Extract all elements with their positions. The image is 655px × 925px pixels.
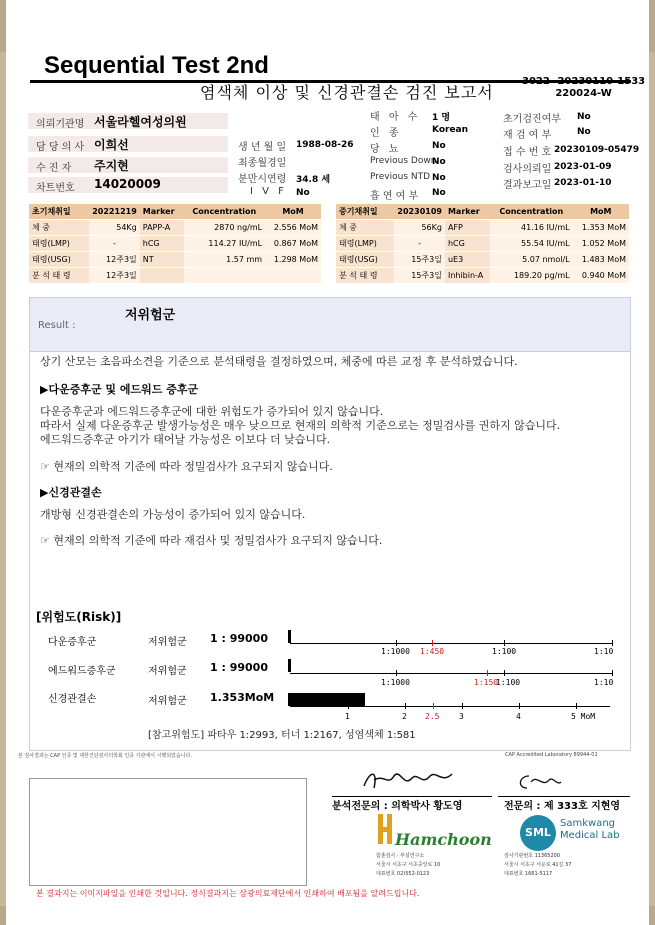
axis-down	[290, 643, 613, 644]
table-cell: Inhibin-A	[445, 268, 490, 284]
result-value: 저위험군	[125, 308, 176, 323]
table-cell: 55.54 IU/mL	[490, 236, 573, 252]
retest-value: No	[577, 127, 591, 137]
cap-number: CAP Accredited Laboratory 89944-01	[505, 752, 598, 758]
tick-edwards-150	[487, 670, 488, 676]
tick-label: 2.5	[425, 712, 440, 721]
document-number-line2: 220024-W	[555, 88, 612, 99]
tick-down-1000	[396, 640, 397, 646]
table-cell: 41.16 IU/mL	[490, 220, 573, 236]
down-edwards-text-2: 따라서 실제 다운증후군 발생가능성은 매우 낮으므로 현재의 의학적 기준으로는 정밀검사를 권하지 않습니다.	[40, 419, 561, 432]
table-cell: 분 석 태 령	[29, 268, 89, 284]
smoking-value: No	[432, 188, 446, 198]
table-cell: 2.556 MoM	[265, 220, 321, 236]
risk-marker-down	[288, 630, 291, 643]
table-cell: 태령(USG)	[29, 252, 89, 268]
memo-box	[29, 778, 307, 886]
first-test-label: 초기검진여부	[503, 114, 561, 125]
table-cell: 5.07 nmol/L	[490, 252, 573, 268]
retest-label: 재 검 여 부	[503, 130, 552, 141]
report-date-label: 결과보고일	[503, 180, 552, 191]
tick-label: 1:10	[594, 647, 614, 656]
doctor-label: 담 당 의 사	[36, 142, 85, 153]
table-cell: hCG	[140, 236, 184, 252]
table-cell: 54Kg	[89, 220, 140, 236]
table-cell: 12주3일	[89, 268, 140, 284]
table-row	[29, 268, 321, 284]
table-row	[336, 220, 629, 236]
table-cell: MoM	[573, 204, 629, 220]
hamchoon-info-line: 대표번호 02)552-0123	[376, 871, 430, 877]
risk-name-down: 다운증후군	[48, 637, 97, 648]
risk-level-down: 저위험군	[148, 637, 187, 648]
diabetes-value: No	[432, 141, 446, 151]
risk-marker-edwards	[288, 659, 291, 672]
risk-level-ntd: 저위험군	[148, 696, 187, 707]
tick-ntd-5	[576, 703, 577, 709]
table-cell: 태령(LMP)	[336, 236, 394, 252]
prev-ntd-value: No	[432, 173, 446, 183]
request-date-value: 2023-01-09	[554, 162, 612, 172]
tick-down-10	[612, 640, 613, 646]
table-cell: 1.57 mm	[184, 252, 266, 268]
table-cell: 0.867 MoM	[265, 236, 321, 252]
table-cell: 체 중	[336, 220, 394, 236]
table-row	[336, 204, 629, 220]
table-cell: 12주3일	[89, 252, 140, 268]
risk-value-ntd: 1.353MoM	[210, 691, 275, 704]
table-cell: 114.27 IU/mL	[184, 236, 266, 252]
tick-ntd-3	[462, 703, 463, 709]
tick-ntd-2-5	[433, 703, 434, 709]
tick-label: 1	[345, 712, 350, 721]
section-heading-down-edwards: ▶다운증후군 및 에드워드 증후군	[40, 383, 199, 396]
hamchoon-info-line: 서울시 서초구 서초중앙로 10	[376, 862, 441, 868]
table-cell: Concentration	[490, 204, 573, 220]
official-copy-notice: 본 결과지는 이미지파일을 인쇄한 것입니다. 정식결과지는 삼광의료재단에서 인쇄하여 배포됨을 알려드립니다.	[36, 889, 420, 898]
result-box	[29, 297, 631, 352]
sml-footer-name-1: Samkwang	[560, 818, 615, 829]
fetus-value: 1 명	[432, 113, 451, 123]
table-cell: uE3	[445, 252, 490, 268]
age-label: 분만시연령	[238, 174, 287, 185]
first-trimester-table	[29, 204, 321, 284]
lmp-label: 최종월경일	[238, 158, 287, 169]
table-cell: 초기채취일	[29, 204, 89, 220]
report-date-value: 2023-01-10	[554, 178, 612, 188]
tick-down-100	[504, 640, 505, 646]
ivf-value: No	[296, 188, 310, 198]
sml-logo: SML	[597, 18, 637, 58]
hamchoon-info	[376, 852, 440, 879]
tick-edwards-1000	[396, 670, 397, 676]
table-cell: 56Kg	[394, 220, 445, 236]
table-cell: 체 중	[29, 220, 89, 236]
table-cell: 분 석 태 령	[336, 268, 394, 284]
table-cell: -	[89, 236, 140, 252]
tick-label: 1:150	[474, 678, 499, 687]
risk-name-edwards: 에드워드증후군	[48, 666, 116, 677]
table-cell: 2870 ng/mL	[184, 220, 266, 236]
tick-label: 1:10	[594, 678, 614, 687]
table-cell: hCG	[445, 236, 490, 252]
table-cell: Marker	[445, 204, 490, 220]
table-cell: MoM	[265, 204, 321, 220]
tick-label: 1:1000	[381, 647, 410, 656]
tick-down-450	[432, 640, 433, 646]
fetus-label: 태 아 수	[370, 112, 421, 123]
ntd-note: ☞ 현재의 의학적 기준에 따라 재검사 및 정밀검사가 요구되지 않습니다.	[40, 534, 383, 547]
table-cell: Concentration	[184, 204, 266, 220]
report-subtitle: 염색체 이상 및 신경관결손 검진 보고서	[200, 83, 494, 102]
ivf-label: I V F	[250, 186, 284, 197]
sml-footer-logo-icon: SML	[520, 815, 556, 851]
patient-name-value: 주지현	[94, 159, 129, 173]
race-label: 인 종	[370, 128, 402, 139]
table-cell: 1.483 MoM	[573, 252, 629, 268]
tick-edwards-10	[612, 670, 613, 676]
prev-ntd-label: Previous NTD	[370, 172, 431, 182]
analyst-signature	[360, 766, 460, 794]
table-cell: -	[394, 236, 445, 252]
table-cell: PAPP-A	[140, 220, 184, 236]
receipt-value: 20230109-05479	[554, 145, 640, 155]
receipt-label: 접 수 번 호	[503, 147, 552, 158]
dob-label: 생 년 월 일	[238, 142, 287, 153]
tick-label: 1:1000	[381, 678, 410, 687]
hamchoon-info-line: 함춘검사 · 부설연구소	[376, 853, 425, 859]
table-cell: AFP	[445, 220, 490, 236]
tick-label: 5 MoM	[571, 712, 596, 721]
risk-value-edwards: 1 : 99000	[210, 661, 268, 674]
smoking-label: 흡 연 여 부	[370, 191, 419, 202]
first-test-value: No	[577, 112, 591, 122]
down-edwards-note: ☞ 현재의 의학적 기준에 따라 정밀검사가 요구되지 않습니다.	[40, 460, 333, 473]
ntd-text: 개방형 신경관결손의 가능성이 증가되어 있지 않습니다.	[40, 508, 306, 521]
table-cell: 태령(USG)	[336, 252, 394, 268]
down-edwards-text-1: 다운증후군과 에드워드증후군에 대한 위험도가 증가되어 있지 않습니다.	[40, 405, 384, 418]
prev-down-value: No	[432, 157, 446, 167]
institution-label: 의뢰기관명	[36, 119, 85, 130]
table-cell: 1.353 MoM	[573, 220, 629, 236]
document-number	[522, 76, 645, 100]
ntd-mom-bar	[288, 693, 365, 706]
second-trimester-table	[336, 204, 629, 284]
sml-info-line: 서울시 서초구 서운로 41길 37	[504, 862, 572, 868]
axis-ntd	[290, 706, 610, 707]
down-edwards-text-3: 에드워드증후군 아기가 태어날 가능성은 이보다 더 낮습니다.	[40, 433, 331, 446]
tick-label: 4	[516, 712, 521, 721]
tick-label: 3	[459, 712, 464, 721]
specialist-name: 전문의 : 제 333호 지현영	[504, 801, 621, 812]
document-number-line1: 3022 -20230110-1533	[522, 76, 646, 87]
table-cell: 태령(LMP)	[29, 236, 89, 252]
table-cell: 15주3일	[394, 252, 445, 268]
analyst-name: 분석전문의 : 의학박사 황도영	[332, 801, 463, 812]
table-row	[336, 252, 629, 268]
sml-footer-logo	[560, 818, 620, 842]
tick-label: 1:100	[492, 647, 517, 656]
tick-edwards-100	[504, 670, 505, 676]
tick-label: 1:450	[420, 647, 445, 656]
risk-title: [위험도(Risk)]	[36, 610, 122, 624]
intro-text: 상기 산모는 초음파소견을 기준으로 분석태령을 결정하였으며, 체중에 따른 교정 후 분석하였습니다.	[40, 355, 518, 368]
table-cell: NT	[140, 252, 184, 268]
section-heading-ntd: ▶신경관결손	[40, 486, 102, 499]
table-row	[336, 268, 629, 284]
table-cell	[140, 268, 184, 284]
prev-down-label: Previous Down	[370, 156, 437, 166]
institution-value: 서울라헬여성의원	[94, 115, 187, 129]
sml-info-line: 검사기관번호 11365200	[504, 853, 561, 859]
specialist-signature	[515, 770, 565, 792]
chart-number-label: 차트번호	[36, 183, 75, 194]
report-title: Sequential Test 2nd	[44, 52, 269, 79]
result-label: Result :	[38, 320, 76, 331]
axis-edwards	[290, 673, 613, 674]
tick-ntd-4	[519, 703, 520, 709]
tick-label: 2	[402, 712, 407, 721]
table-cell	[184, 268, 266, 284]
table-cell: 1.052 MoM	[573, 236, 629, 252]
table-cell	[265, 268, 321, 284]
risk-level-edwards: 저위험군	[148, 666, 187, 677]
sml-info-line: 대표번호 1661-5117	[504, 871, 553, 877]
chart-number-value: 14020009	[94, 177, 161, 191]
table-cell: 189.20 pg/mL	[490, 268, 573, 284]
risk-value-down: 1 : 99000	[210, 632, 268, 645]
sml-info	[504, 852, 571, 879]
table-row	[29, 252, 321, 268]
request-date-label: 검사의뢰일	[503, 164, 552, 175]
table-cell: 중기채취일	[336, 204, 394, 220]
table-row	[29, 204, 321, 220]
table-cell: 0.940 MoM	[573, 268, 629, 284]
table-row	[336, 236, 629, 252]
certification-note: 본 검사결과는 CAP 인증 및 대한진단검사의학회 인증 기관에서 시행되었습니다.	[18, 753, 192, 759]
table-row	[29, 236, 321, 252]
table-cell: 1.298 MoM	[265, 252, 321, 268]
table-cell: 20221219	[89, 204, 140, 220]
doctor-value: 이희선	[94, 138, 129, 152]
tick-ntd-2	[405, 703, 406, 709]
diabetes-label: 당 뇨	[370, 144, 402, 155]
table-cell: 15주3일	[394, 268, 445, 284]
hamchoon-logo: Hamchoon	[395, 830, 492, 849]
sml-footer-name-2: Medical Lab	[560, 830, 620, 841]
patient-name-label: 수 진 자	[36, 163, 72, 174]
age-value: 34.8 세	[296, 175, 331, 185]
table-cell: 20230109	[394, 204, 445, 220]
risk-name-ntd: 신경관결손	[48, 694, 97, 705]
table-row	[29, 220, 321, 236]
race-value: Korean	[432, 125, 469, 135]
tick-ntd-1	[348, 703, 349, 709]
tick-label: 1:100	[496, 678, 521, 687]
dob-value: 1988-08-26	[296, 140, 354, 150]
table-cell: Marker	[140, 204, 184, 220]
reference-risk: [참고위험도] 파타우 1:2993, 터너 1:2167, 성염색체 1:581	[148, 730, 416, 741]
